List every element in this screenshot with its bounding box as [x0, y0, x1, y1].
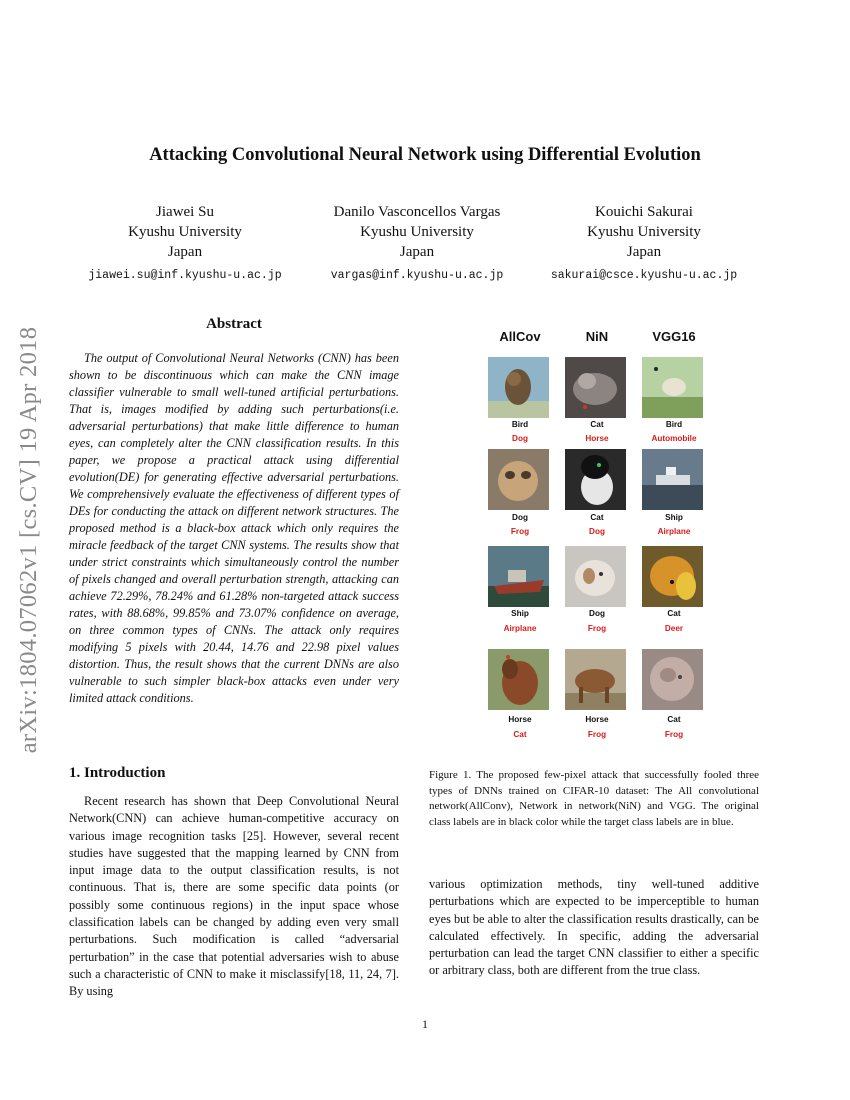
figure-image-horse: [488, 649, 549, 710]
abstract-heading: Abstract: [206, 316, 262, 332]
figure-image-bird: [642, 357, 703, 418]
author-2: [287, 202, 547, 286]
original-label: Cat: [667, 609, 681, 618]
paper-title: Attacking Convolutional Neural Network using Differential Evolution: [149, 145, 701, 165]
author-3: [514, 202, 774, 286]
figure-image-cat: [642, 649, 703, 710]
original-label: Bird: [665, 420, 683, 429]
target-label: Horse: [585, 434, 609, 443]
target-label: Airplane: [657, 527, 691, 536]
author-name: Kouichi Sakurai: [595, 204, 693, 220]
target-label: Dog: [589, 527, 605, 536]
intro-column-1: [69, 793, 399, 1001]
target-label: Frog: [664, 730, 684, 739]
abstract-text: The output of Convolutional Neural Networks (CNN) has been shown to be discontinuous which can make the CNN image classifier vulnerable to small well-tuned artificial perturbations. That is, images modified by adding such perturbations(i.e. adversarial perturbations) that make little difference to human eyes, can completely alter the CNN classification results. In this paper, we propose a practical attack using differential evolution(DE) for generating effective adversarial perturbations. We comprehensively evaluate the effectiveness of different types of DEs for conducting the attack on different network structures. The proposed method is a black-box attack which only requires the miracle feedback of the target CNN systems. The results show that under strict constraints which simultaneously control the number of pixels changed and overall perturbation strength, attacking can achieve 72.29%, 78.24% and 61.28% non-targeted attack success rates, with 88.68%, 99.85% and 73.07% confidence on average, on three common types of CNNs. The attack only requires modifying 5 pixels with 20.44, 14.76 and 22.98 pixel values distortion. Thus, the result shows that the current DNNs are also vulnerable to such simpler black-box attacks even under very limited attack conditions.: [69, 351, 399, 705]
intro-paragraph-1: Recent research has shown that Deep Convolutional Neural Network(CNN) can achieve human-competitive accuracy on various image recognition tasks [25]. However, several recent studies have suggested that the mapping learned by CNN from input image data to the output classification results, is not continuous. That is, there are some specific data points (or possibly some continuous regions) in the input space whose classification labels can be changed by adding even very small perturbations. Such modification is called “adversarial perturbation” in the case that potential adversaries wish to abuse such a characteristic of CNN to make it misclassify[18, 11, 24, 7]. By using: [69, 794, 399, 999]
abstract-body: [69, 350, 399, 707]
target-label: Airplane: [503, 624, 537, 633]
original-label: Dog: [589, 609, 605, 618]
figure-image-dog: [488, 449, 549, 510]
target-label: Frog: [587, 730, 607, 739]
original-label: Ship: [511, 609, 529, 618]
figure-image-cat: [642, 546, 703, 607]
author-affiliation: Kyushu University: [360, 224, 474, 240]
figure-column-header: NiN: [585, 329, 609, 344]
target-label: Dog: [512, 434, 528, 443]
original-label: Horse: [508, 715, 532, 724]
target-label: Frog: [587, 624, 607, 633]
figure-caption: Figure 1. The proposed few-pixel attack that successfully fooled three types of DNNs trained on CIFAR-10 dataset: The All convolutional network(AllConv), Network in network(NiN) and VGG. The original class labels are in black color while the target class labels are in blue.: [429, 769, 759, 828]
author-affiliation: Kyushu University: [128, 224, 242, 240]
figure-image-cat: [565, 357, 626, 418]
figure-image-dog: [565, 546, 626, 607]
original-label: Cat: [590, 420, 604, 429]
author-email: jiawei.su@inf.kyushu-u.ac.jp: [88, 269, 282, 282]
figure-image-bird: [488, 357, 549, 418]
target-label: Cat: [513, 730, 527, 739]
author-email: vargas@inf.kyushu-u.ac.jp: [330, 269, 504, 282]
page-number: 1: [422, 1017, 428, 1031]
target-label: Deer: [664, 624, 684, 633]
figure-image-ship: [488, 546, 549, 607]
original-label: Horse: [585, 715, 609, 724]
figure-1: [482, 326, 712, 746]
original-label: Bird: [511, 420, 529, 429]
figure-image-ship: [642, 449, 703, 510]
target-label: Automobile: [651, 434, 697, 443]
author-name: Jiawei Su: [156, 204, 214, 220]
figure-image-horse: [565, 649, 626, 710]
arxiv-stamp: [4, 290, 54, 790]
original-label: Cat: [667, 715, 681, 724]
intro-column-2: various optimization methods, tiny well-tuned additive perturbations which are expected to be imperceptible to human eyes but be able to alter the classification results drastically, can be calculated effectively. In specific, adding the adversarial perturbation can lead the target CNN classifier to either a specific or arbitrary class, both are different from the true class.: [429, 877, 759, 978]
original-label: Cat: [590, 513, 604, 522]
figure-column-header: VGG16: [652, 329, 696, 344]
figure-column-header: AllCov: [499, 329, 541, 344]
original-label: Dog: [512, 513, 528, 522]
figure-image-cat: [565, 449, 626, 510]
author-name: Danilo Vasconcellos Vargas: [333, 204, 501, 220]
arxiv-id: arXiv:1804.07062v1 [cs.CV] 19 Apr 2018: [15, 326, 42, 754]
author-affiliation: Kyushu University: [587, 224, 701, 240]
original-label: Ship: [665, 513, 683, 522]
section-heading-introduction: 1. Introduction: [69, 765, 166, 781]
author-email: sakurai@csce.kyushu-u.ac.jp: [550, 269, 738, 282]
author-1: [55, 202, 315, 286]
author-country: Japan: [399, 244, 435, 260]
author-country: Japan: [626, 244, 662, 260]
target-label: Frog: [510, 527, 530, 536]
author-country: Japan: [167, 244, 203, 260]
